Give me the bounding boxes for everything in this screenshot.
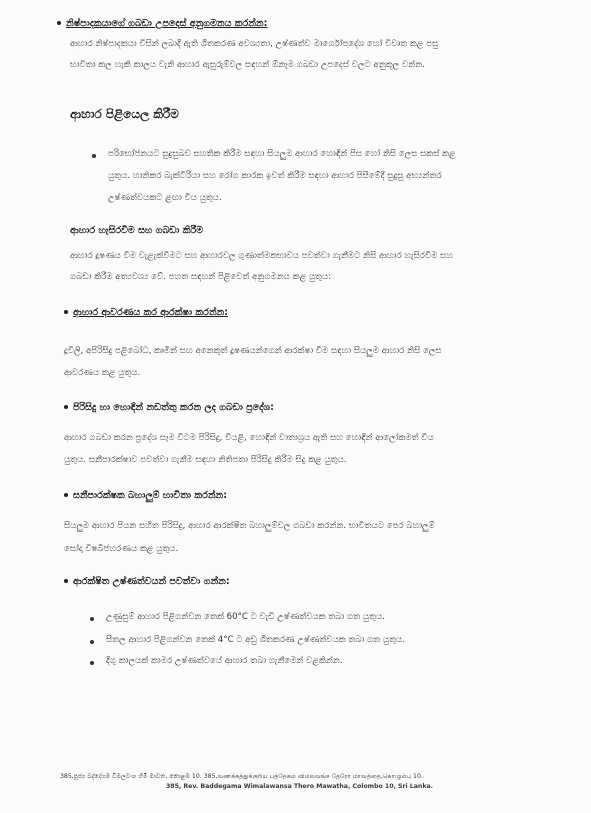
paragraph-line: ආහාර නිෂ්පාදකයා විසින් ලබාදී ඇති ශීතකරණ අවශ්‍යතා, උෂ්ණත්ව මාර්ගෝපදේශ හෝ විවෘත කළ පසු <box>70 39 439 49</box>
bullet-line: යුතුය. හානිකර බැක්ටීරියා සහ රෝග කාරක ඉවත් කිරීම සඳහා ආහාර පිසීමේදී සුදුසු අභ්‍යන්තර <box>108 171 442 181</box>
section-heading-food-preparation: ආහාර පිළියෙල කිරීම <box>70 107 179 121</box>
paragraph-line: සෝදා විෂබීජහරණය කළ යුතුය. <box>64 544 179 554</box>
bullet-icon <box>57 21 61 25</box>
bullet-line-cold-food: සීතල ආහාර පිළිගන්වන තෙක් 4°C ට අඩු ශීතකරණ උෂ්ණත්වයක තබා ගත යුතුය. <box>106 635 405 645</box>
bullet-line: උෂ්ණත්වයකට ළඟා විය යුතුය. <box>108 193 222 203</box>
paragraph-line: භාවිතා කල හැකි කාලය වැනි ආහාර ඇසුරුම්වල සඳහන් ඕනෑම ගබඩා උපදෙස් වලට අනුකූල වන්න. <box>70 60 425 70</box>
section-heading-manufacturer-instructions: නිෂ්පාදකයාගේ ගබඩා උපදෙස් අනුගමනය කරන්න: <box>57 18 267 29</box>
bullet-line-hot-food: උණුසුම් ආහාර පිළිගන්වන තෙක් 60°C ට වැඩි උෂ්ණත්වයක තබා ගත යුතුය. <box>106 612 385 622</box>
bullet-icon <box>92 154 96 158</box>
bullet-icon <box>64 493 68 497</box>
paragraph-line: දූවිලි, අපිරිසිදු පළිබෝධ, කෘමීන් සහ අනෙකුත් දූෂණයන්ගෙන් ආරක්ෂා වීම සඳහා සියලුම ආහාර නිසි ලෙස <box>64 346 442 356</box>
bullet-icon <box>64 579 68 583</box>
paragraph-line: ආහාර ගබඩා කරන ප්‍රදේශ සෑම විටම පිරිසිදු, වියළි, හොඳින් වාතාශ්‍රය ඇති සහ හොඳින් ආලෝකමත් විය <box>64 433 434 443</box>
paragraph-line: ගබඩා කිරීම අත්‍යවශ්‍ය වේ. පහත සඳහන් පිළිවෙත් අනුගමනය කළ යුතුය: <box>70 272 332 282</box>
bullet-line-room-temperature: දිගු කාලයක් කාමර උෂ්ණත්වයේ ආහාර තබා ගැනීමෙන් වළකින්න. <box>106 656 343 666</box>
section-heading-safe-temperatures: ආරක්ෂිත උෂ්ණත්වයන් පවත්වා ගන්න: <box>64 576 230 587</box>
paragraph-line: සියලුම ආහාර පියන සහිත පිරිසිදු, ආහාර ආරක්ෂිත බහාලුම්වල ගබඩා කරන්න. භාවිතයට පෙර බහාලුම් <box>64 521 435 531</box>
section-heading-food-handling-storage: ආහාර හැසිරවීම සහ ගබඩා කිරීම <box>70 225 204 236</box>
bullet-icon <box>64 405 68 409</box>
bullet-icon <box>64 310 68 314</box>
paragraph-line: ආහාර දූෂණය වීම වැළැක්වීමට සහ ආහාරවල ගුණාත්මකභාවය පවත්වා ගැනීමට නිසි ආහාර හැසිරවීම සහ <box>70 251 453 261</box>
bullet-icon <box>90 640 94 644</box>
section-heading-sanitary-containers: සනීපාරක්ෂක බහාලුම් භාවිතා කරන්න: <box>64 490 227 501</box>
footer-address-english: 385, Rev. Baddegama Wimalawansa Thero Mawatha, Colombo 10, Sri Lanka. <box>166 783 433 790</box>
section-heading-clean-storage-areas: පිරිසිදු හා හොඳින් නඩත්තු කරන ලද ගබඩා ප්‍රදේශ: <box>64 402 274 413</box>
bullet-icon <box>90 617 94 621</box>
section-heading-cover-food: ආහාර ආවරණය කර ආරක්ෂා කරන්න: <box>64 307 228 318</box>
bullet-icon <box>90 661 94 665</box>
footer-address-local: 385,පූජ්‍ය බද්දේගම විමලවංශ හිමි මාවත, කොළඹ 10. 385,வணக்கத்துக்குரிய பத்தேகம விமலவங்ச தேரோ மாவத்தை,கொழும்பு 10. <box>60 773 423 780</box>
paragraph-line: යුතුය. සනීපාරක්ෂාව පවත්වා ගැනීම සඳහා නිතිපතා පිරිසිදු කිරීම සිදු කළ යුතුය. <box>64 455 347 465</box>
bullet-line: පරිභෝජනයට සුදුසුබව සහතික කිරීම සඳහා සියලුම ආහාර හොඳින් පිස හෝ නිසි ලෙස සකස් කළ <box>108 149 456 159</box>
paragraph-line: ආවරණය කළ යුතුය. <box>64 368 141 378</box>
